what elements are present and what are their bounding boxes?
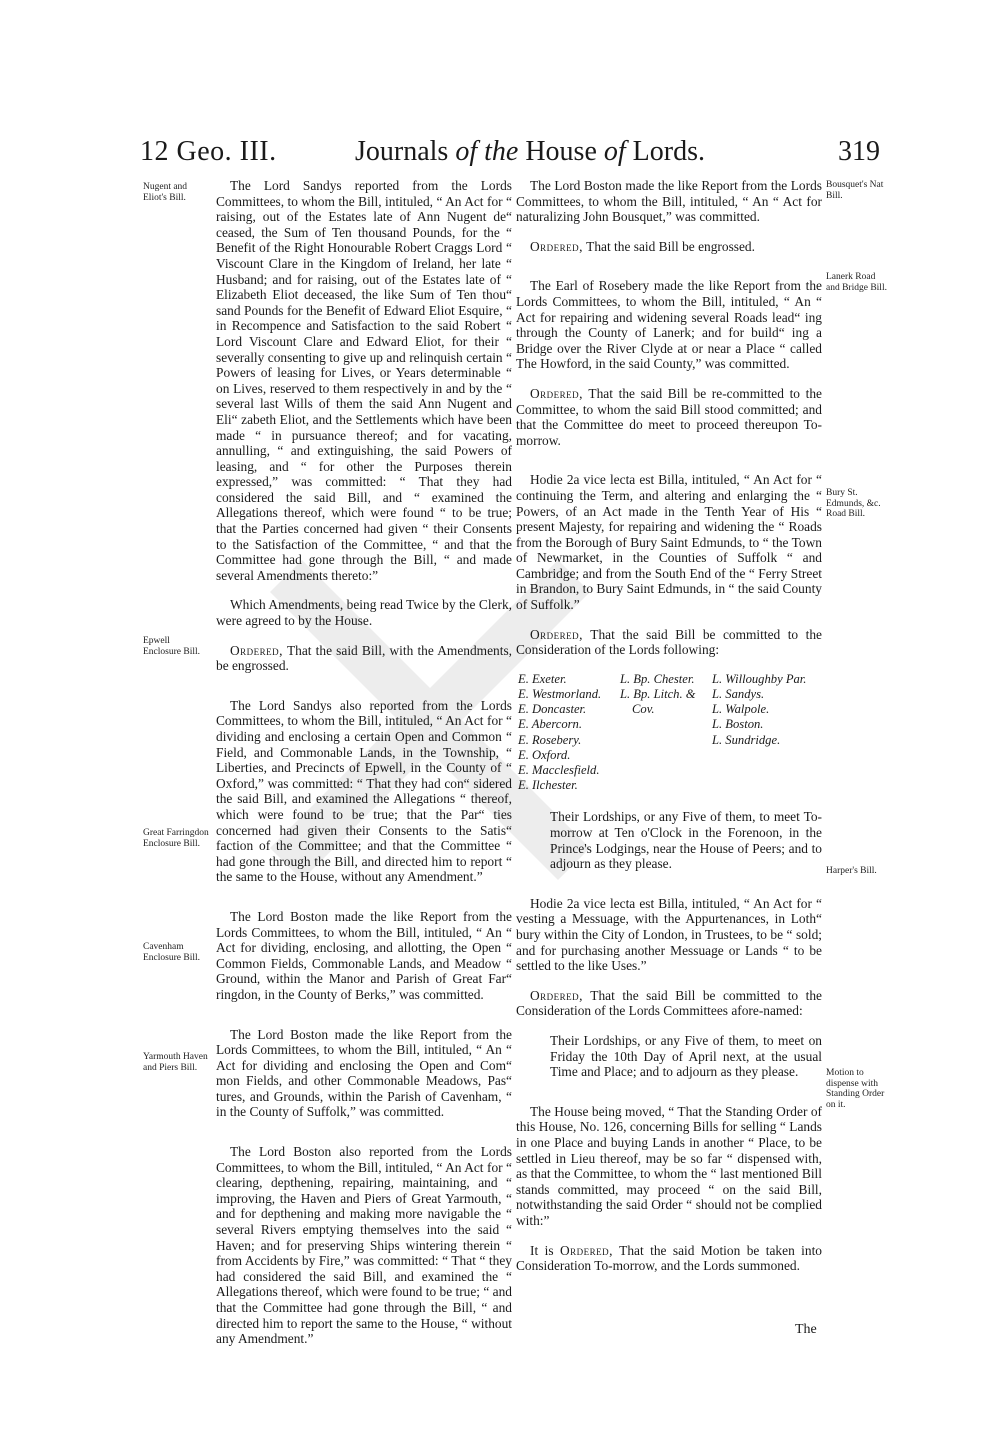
margin-note-bousquet: Bousquet's Nat Bill. (826, 180, 884, 201)
catchword: The (795, 1322, 817, 1337)
lord-name: E. Oxford. (518, 747, 571, 762)
lord-name: L. Willoughby Par. (712, 671, 807, 686)
entry-bury-committed: Ordered, That the said Bill be committed to the Consideration of the Lords following: (516, 626, 822, 658)
margin-note-epwell: Epwell Enclosure Bill. (143, 636, 200, 657)
margin-note-bury: Bury St. Edmunds, &c. Road Bill. (826, 488, 881, 519)
margin-note-farringdon: Great Farringdon Enclosure Bill. (143, 828, 209, 849)
regnal-year: 12 Geo. III. (140, 136, 277, 167)
lords-list-barons (712, 672, 822, 794)
entry-harper-meeting: Their Lordships, or any Five of them, to meet on Friday the 10th Day of April next, at the usual Time and Place; and to adjourn as they please. (550, 1033, 822, 1080)
lords-committee-list (518, 672, 822, 794)
entry-nugent-engrossed: Ordered, That the said Bill, with the Amendments, be engrossed. (216, 642, 512, 674)
left-column (216, 178, 512, 1361)
lord-name: E. Rosebery. (518, 732, 582, 747)
lord-name: L. Walpole. (712, 702, 770, 717)
entry-epwell-report: The Lord Sandys also reported from the Lords Committees, to whom the Bill, intituled, “ An Act for “ dividing and enclosing a certain Open and Common “ Field, and Commonable Lands, in the Township, “ Liberties, and Precincts of Epwell, in the County of “ Oxford,” was committed: “ That they had con“ sidered the said Bill, and examined the Allegations “ thereof, which were found to be true; that the Par“ ties concerned had given their Consents to the Satis“ faction of the Committee; and that the Committee “ had gone through the Bill, and directed him to report “ the same to the House, without any Amendment.” (216, 697, 512, 885)
lord-name: L. Sundridge. (712, 732, 781, 747)
lord-name: E. Doncaster. (518, 702, 587, 717)
page-number: 319 (838, 136, 880, 167)
lord-name: L. Bp. Chester. (620, 671, 695, 686)
journal-title: Journals of the House of Lords. (355, 136, 705, 167)
entry-bury-second-reading: Hodie 2a vice lecta est Billa, intituled, “ An Act for “ continuing the Term, and altering and enlarging the “ Powers, of an Act made in the Tenth Year of His “ present Majesty, for repairing and widening the “ Roads from the Borough of Bury Saint Edmunds, to “ the Town of Newmarket, in the Counties of Suffolk “ and Cambridge; and from the South End of the “ Ferry Street in Brandon, to Bury Saint Edmunds, in “ the said County of Suffolk.” (516, 472, 822, 613)
lord-name: L. Sandys. (712, 687, 765, 702)
right-column (516, 178, 822, 1288)
margin-note-yarmouth: Yarmouth Haven and Piers Bill. (143, 1052, 208, 1073)
lord-name: E. Macclesfield. (518, 763, 600, 778)
entry-motion-ordered: It is Ordered, That the said Motion be taken into Consideration To-morrow, and the Lords summoned. (516, 1242, 823, 1274)
page-header (140, 132, 880, 172)
lord-name: L. Boston. (712, 717, 764, 732)
lord-name: E. Exeter. (518, 671, 567, 686)
entry-bury-meeting: Their Lordships, or any Five of them, to meet To-morrow at Ten o'Clock in the Forenoon, in the Prince's Lodgings, near the House of Peers; and to adjourn as they please. (550, 809, 822, 872)
lord-name: E. Ilchester. (518, 778, 578, 793)
lord-name: E. Westmorland. (518, 687, 602, 702)
entry-lanerk-recommitted: Ordered, That the said Bill be re-committed to the Committee, to whom the said Bill stood committed; and that the Committee do meet to proceed thereupon To-morrow. (516, 385, 822, 448)
entry-nugent-report: The Lord Sandys reported from the Lords Committees, to whom the Bill, intituled, “ An Act for “ raising, out of the Estates late of Ann Nugent de“ ceased, the Sum of Ten thousand Pounds, for the “ Benefit of the Right Honourable Robert Craggs Lord “ Viscount Clare in the Kingdom of Ireland, her late “ Husband; and for raising, out of the Estates late of “ Elizabeth Eliot deceased, the like Sum of Ten thou“ sand Pounds for the Benefit of Edward Eliot Esquire, “ in Recompence and Satisfaction to the said Robert “ Lord Viscount Clare and Edward Eliot, for their “ severally consenting to give up and relinquish certain “ Powers of leasing for Lives, or Years determinable “ on Lives, reserved to them respectively in and by the “ several last Wills of them the said Ann Nugent and Eli“ zabeth Eliot, and the Settlements which have been made “ in pursuance thereof; and for vacating, annulling, “ and extinguishing, the said Powers of leasing, and “ for other the Purposes therein expressed,” was committed: “ That they had considered the said Bill, and “ examined the Allegations thereof, which were found “ to be true; that the Parties concerned had given “ their Consents to the Satisfaction of the Committee, “ and that the Committee had gone through the Bill, “ and made several Amendments thereto:” (216, 178, 512, 583)
entry-farringdon-report: The Lord Boston made the like Report from the Lords Committees, to whom the Bill, intituled, “ An “ Act for dividing, enclosing, and allotting, the Open “ Common Fields, Commonable Lands, and Meadow “ Ground, within the Manor and Parish of Great Far“ ringdon, in the County of Berks,” was committed. (216, 908, 512, 1002)
margin-note-motion: Motion to dispense with Standing Order on it. (826, 1068, 885, 1110)
entry-yarmouth-report: The Lord Boston also reported from the Lords Committees, to whom the Bill, intituled, “ An Act for “ clearing, depthening, repairing, maintaining, and “ improving, the Haven and Piers of Great Yarmouth, “ and for depthening and making more navigable the “ several Rivers emptying themselves into the said “ Haven; and for preserving Ships wintering therein “ from Accidents by Fire,” was committed: “ That “ they had considered the said Bill, and examined the “ Allegations thereof, which were found to be true; “ and that the Committee had gone through the Bill, “ and directed him to report the same to the House, “ without any Amendment.” (216, 1144, 512, 1347)
margin-note-harper: Harper's Bill. (826, 866, 877, 876)
entry-harper-second-reading: Hodie 2a vice lecta est Billa, intituled, “ An Act for “ vesting a Messuage, with the Appurtenances, in Loth“ bury within the City of London, in Trustees, to be “ sold; and for purchasing another Messuage or Lands “ to be settled to the like Uses.” (516, 895, 822, 974)
margin-note-cavenham: Cavenham Enclosure Bill. (143, 942, 200, 963)
entry-harper-committed: Ordered, That the said Bill be committed to the Consideration of the Lords Committees afore-named: (516, 987, 822, 1019)
lords-list-bishops (620, 672, 712, 794)
margin-note-lanerk: Lanerk Road and Bridge Bill. (826, 272, 887, 293)
entry-standing-order-motion: The House being moved, “ That the Standing Order of this House, No. 126, concerning Bills for selling “ Lands in one Place and buying Lands in another “ Place, to be settled in Lieu thereof, may be so far “ dispensed with, as that the Committee, to whom the “ last mentioned Bill stands committed, may proceed “ on the said Bill, notwithstanding the said Order “ should not be complied with:” (516, 1103, 822, 1228)
lords-list-earls (518, 672, 620, 794)
entry-lanerk-report: The Earl of Rosebery made the like Report from the Lords Committees, to whom the Bill, intituled, “ An “ Act for repairing and widening several Roads lead“ ing through the County of Lanerk; and for build“ ing a Bridge over the River Clyde at or near a Place “ called The Howford, in the said County,” was committed. (516, 278, 822, 372)
entry-bousquet-engrossed: Ordered, That the said Bill be engrossed. (530, 238, 755, 254)
entry-bousquet-report: The Lord Boston made the like Report from the Lords Committees, to whom the Bill, intituled, “ An “ Act for naturalizing John Bousquet,” was committed. (516, 178, 822, 225)
lord-name: Cov. (632, 702, 655, 717)
lord-name: E. Abercorn. (518, 717, 583, 732)
margin-note-nugent: Nugent and Eliot's Bill. (143, 182, 188, 203)
entry-cavenham-report: The Lord Boston made the like Report from the Lords Committees, to whom the Bill, intituled, “ An “ Act for dividing and enclosing the Open and Com“ mon Fields, and other Commonable Meadows, Pas“ tures, and Grounds, within the Parish of Cavenham, “ in the County of Suffolk,” was committed. (216, 1026, 512, 1120)
entry-amendments-agreed: Which Amendments, being read Twice by the Clerk, were agreed to by the House. (216, 597, 512, 629)
lord-name: L. Bp. Litch. & (620, 687, 696, 702)
